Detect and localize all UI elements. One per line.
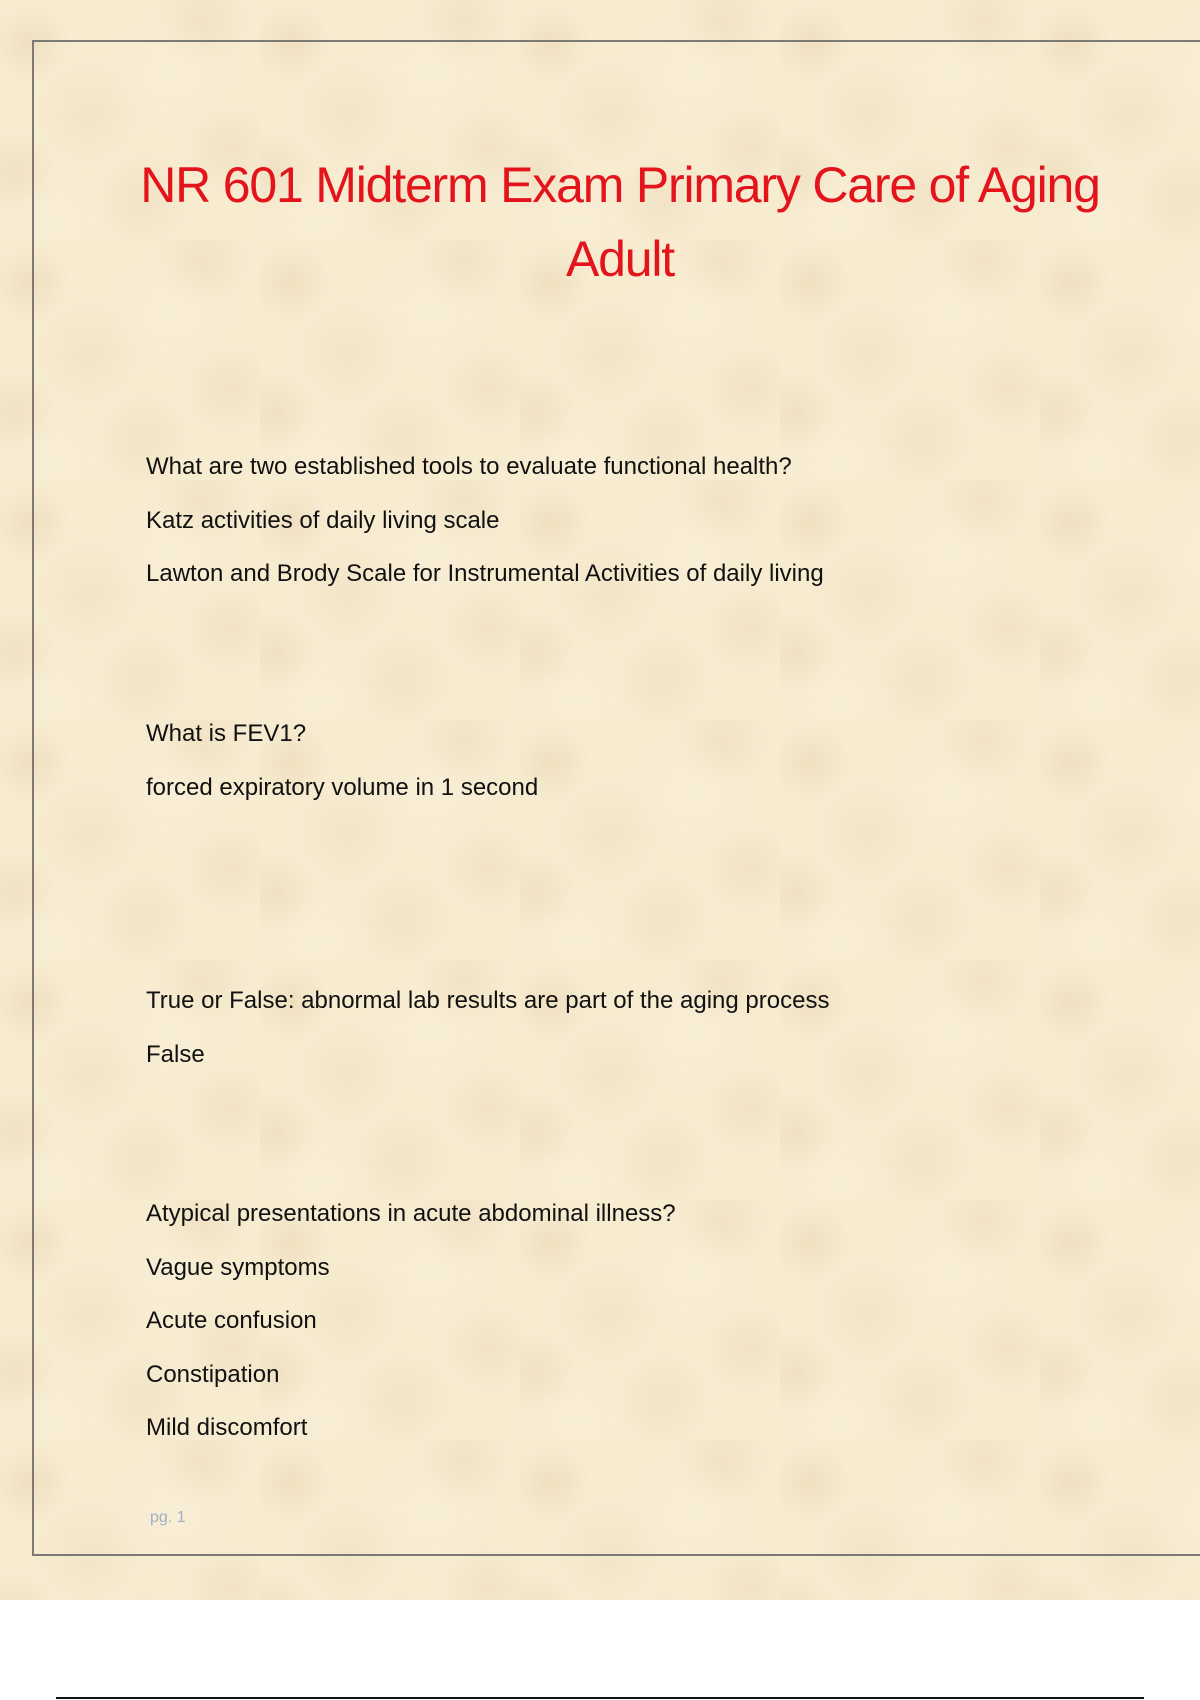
qa-block-functional-health-tools [146,440,1106,601]
document-title: NR 601 Midterm Exam Primary Care of Aging Adult [140,157,1100,287]
answer: Mild discomfort [146,1414,308,1441]
answer: Constipation [146,1360,280,1388]
question: What are two established tools to evaluate functional health? [146,453,792,480]
page-number: pg. 1 [150,1509,186,1526]
qa-block-fev1 [146,707,1106,814]
footer-divider [56,1697,1144,1699]
answer: Katz activities of daily living scale [146,506,500,534]
qa-block-abnormal-labs [146,974,1106,1081]
question: Atypical presentations in acute abdominal illness? [146,1200,676,1227]
qa-block-atypical-abdominal [146,1187,1106,1455]
answer: Lawton and Brody Scale for Instrumental Activities of daily living [146,560,824,587]
question: True or False: abnormal lab results are part of the aging process [146,987,830,1014]
answer: False [146,1040,205,1068]
answer: Vague symptoms [146,1253,330,1281]
answer: forced expiratory volume in 1 second [146,773,539,801]
answer: Acute confusion [146,1307,317,1334]
question: What is FEV1? [146,720,307,747]
